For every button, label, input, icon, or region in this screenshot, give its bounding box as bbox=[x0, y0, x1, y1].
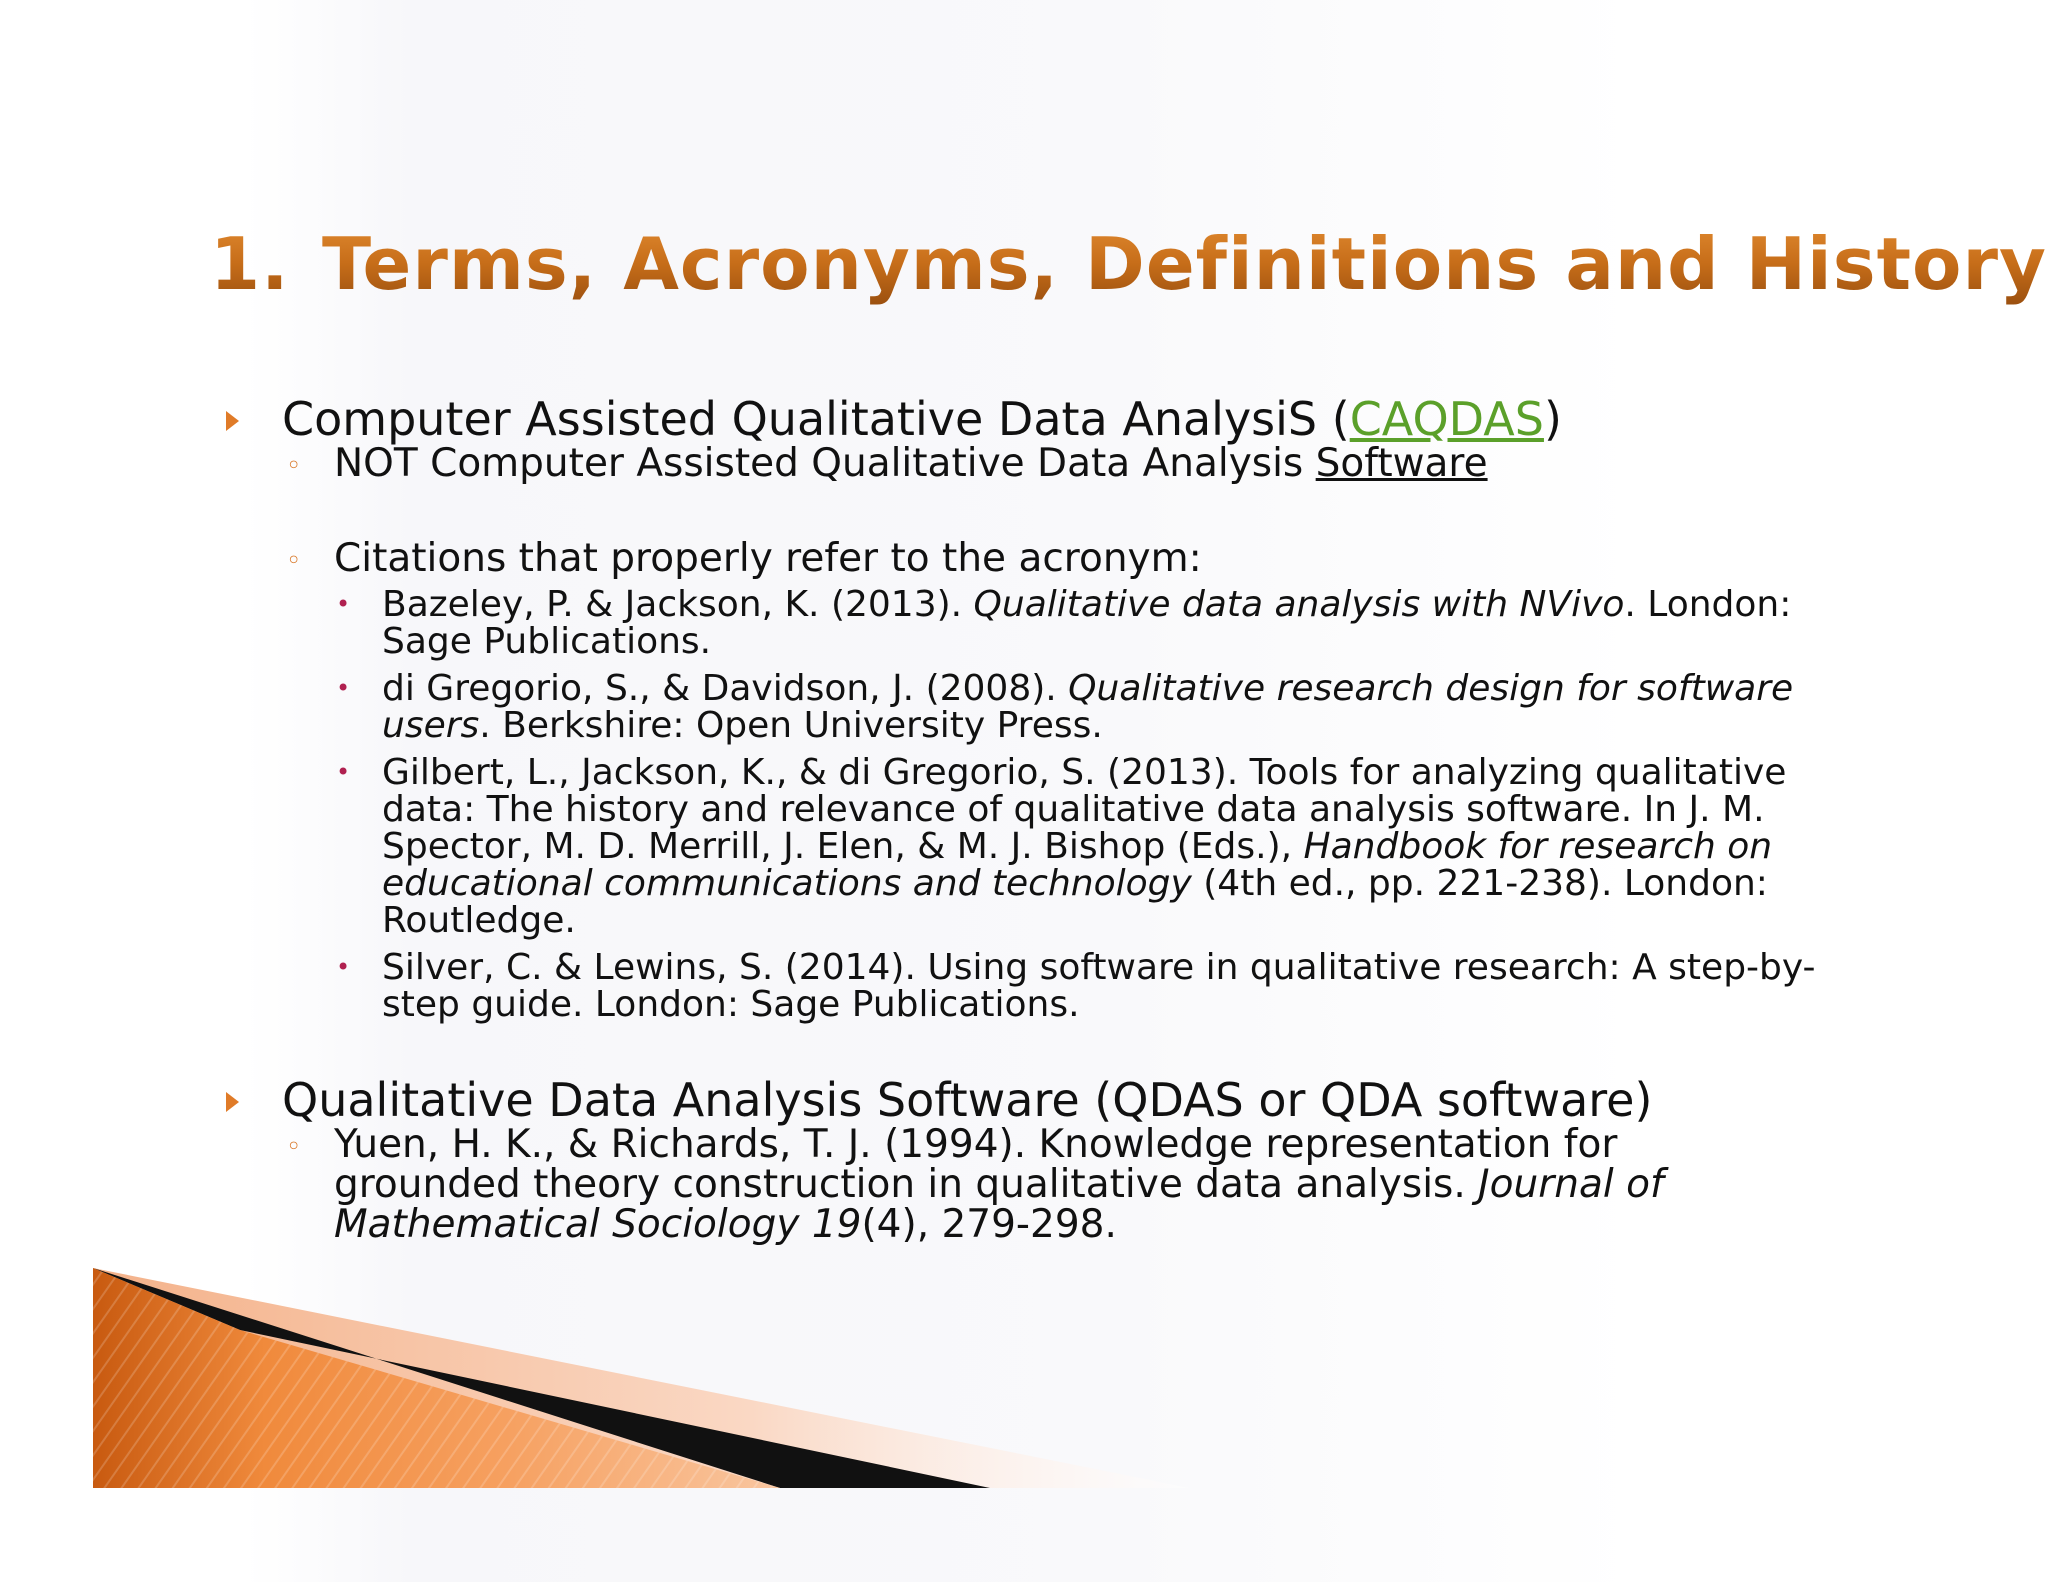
qdas-heading: Qualitative Data Analysis Software (QDAS or QDA software) bbox=[282, 1073, 1653, 1127]
dot-bullet-icon: • bbox=[336, 758, 351, 786]
circle-bullet-icon: ◦ bbox=[286, 451, 302, 481]
citation-di-gregorio bbox=[222, 670, 1862, 744]
citation-publisher: . London: Sage Publications. bbox=[382, 584, 1792, 662]
title-number: 1. bbox=[210, 222, 290, 306]
sub-bullet-citations bbox=[222, 537, 1862, 581]
caqdas-link[interactable]: CAQDAS bbox=[1349, 392, 1544, 446]
citation-publisher: . Berkshire: Open University Press. bbox=[479, 705, 1103, 746]
citation-text: di Gregorio, S., & Davidson, J. (2008). bbox=[382, 668, 1069, 709]
citation-publisher: (4th ed., pp. 221-238). London: Routledge. bbox=[382, 863, 1768, 941]
citation-title: Qualitative research design for software users bbox=[382, 668, 1794, 746]
slide-body bbox=[222, 392, 1862, 1245]
arrow-bullet-icon bbox=[226, 411, 239, 431]
dot-bullet-icon: • bbox=[336, 953, 351, 981]
citation-title: Handbook for research on educational communications and technology bbox=[382, 826, 1773, 904]
citation-text: Gilbert, L., Jackson, K., & di Gregorio, S. (2013). Tools for analyzing qualitative data: The history and relevance of qualitative data analysis software. In J. M. Spector, M. D. Merrill, J. Elen, & M. J. Bishop (Eds.), bbox=[382, 752, 1787, 867]
citation-title: Qualitative data analysis with NVivo bbox=[973, 584, 1625, 625]
bullet-caqdas bbox=[222, 392, 1862, 446]
citation-text: Yuen, H. K., & Richards, T. J. (1994). Knowledge representation for grounded theory construction in qualitative data analysis. bbox=[334, 1122, 1618, 1207]
software-underlined: Software bbox=[1315, 441, 1488, 486]
caqdas-heading-close: ) bbox=[1543, 392, 1562, 446]
not-software-text: NOT Computer Assisted Qualitative Data Analysis bbox=[334, 441, 1316, 486]
dot-bullet-icon: • bbox=[336, 674, 351, 702]
sub-bullet-not-software bbox=[222, 442, 1862, 486]
circle-bullet-icon: ◦ bbox=[286, 1132, 302, 1162]
citation-pages: (4), 279-298. bbox=[861, 1202, 1117, 1247]
citation-text: Silver, C. & Lewins, S. (2014). Using software in qualitative research: A step-by-step guide. London: Sage Publications. bbox=[382, 947, 1816, 1025]
slide-title bbox=[210, 222, 2047, 306]
citation-silver bbox=[222, 949, 1862, 1023]
citations-heading: Citations that properly refer to the acronym: bbox=[334, 536, 1202, 581]
citation-gilbert bbox=[222, 754, 1862, 939]
journal-title: Journal of Mathematical Sociology 19 bbox=[334, 1162, 1664, 1247]
circle-bullet-icon: ◦ bbox=[286, 546, 302, 576]
citation-bazeley bbox=[222, 586, 1862, 660]
bullet-qdas bbox=[222, 1073, 1862, 1127]
sub-bullet-yuen bbox=[222, 1122, 1862, 1247]
citation-text: Bazeley, P. & Jackson, K. (2013). bbox=[382, 584, 974, 625]
title-text: Terms, Acronyms, Definitions and History bbox=[322, 222, 2047, 306]
dot-bullet-icon: • bbox=[336, 590, 351, 618]
caqdas-heading: Computer Assisted Qualitative Data AnalysiS ( bbox=[282, 392, 1350, 446]
arrow-bullet-icon bbox=[226, 1092, 239, 1112]
